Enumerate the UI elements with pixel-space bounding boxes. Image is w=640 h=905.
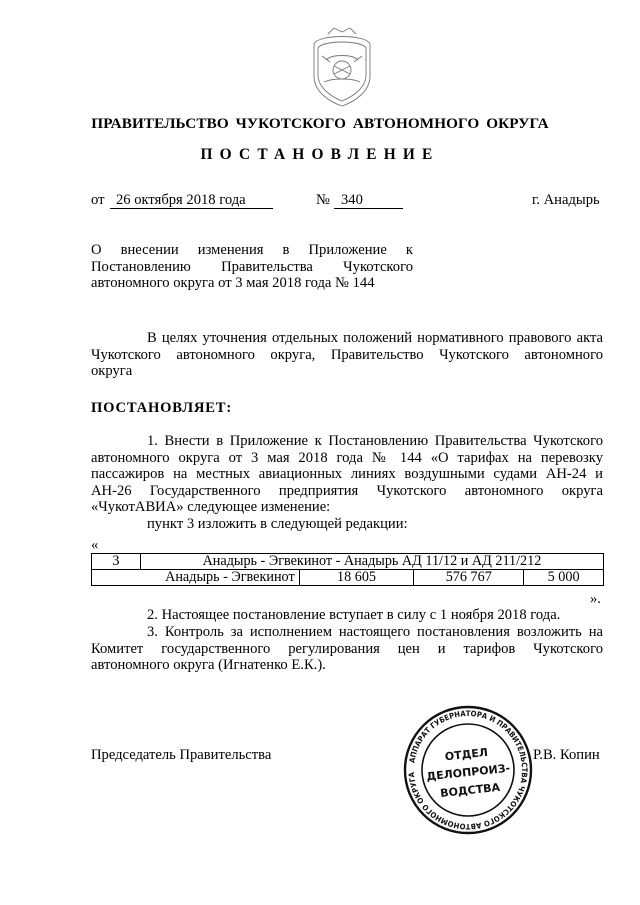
date-prefix: от	[91, 192, 105, 208]
table-row	[92, 554, 604, 570]
item-3-line: Комитет государственного регулирования цен и тарифов Чукотского	[91, 640, 603, 657]
item-1-line: автономного округа от 3 мая 2018 года № 144 «О тарифах на перевозку	[91, 449, 603, 466]
preamble-line: Чукотского автономного округа, Правительство Чукотского автономного	[91, 346, 603, 363]
number-prefix: №	[316, 192, 330, 208]
number-field	[334, 193, 403, 209]
signature-name: Р.В. Копин	[533, 747, 600, 763]
item-1-line: «ЧукотАВИА» следующее изменение:	[91, 499, 331, 516]
date-value: 26 октября 2018 года	[116, 192, 246, 208]
preamble-line: В целях уточнения отдельных положений нормативного правового акта	[147, 330, 603, 346]
quote-open: «	[91, 537, 99, 553]
coat-of-arms-icon	[304, 26, 380, 110]
table-cell-route-header: Анадырь - Эгвекинот - Анадырь АД 11/12 и АД 211/212	[140, 554, 603, 570]
stamp-line-1: ОТДЕЛ	[444, 745, 489, 764]
stamp-ring-text: АППАРАТ ГУБЕРНАТОРА И ПРАВИТЕЛЬСТВА ЧУКОТСКОГО АВТОНОМНОГО ОКРУГА	[406, 708, 530, 832]
item-1	[91, 433, 603, 533]
stamp-line-3: ВОДСТВА	[439, 780, 501, 800]
tariff-table	[91, 553, 604, 586]
date-field	[110, 193, 273, 209]
official-stamp	[402, 704, 534, 836]
item-1-line: АН-26 Государственного предприятия Чукотского автономного округа	[91, 482, 603, 499]
item-3-line: автономного округа (Игнатенко Е.К.).	[91, 657, 326, 674]
table-cell-route: Анадырь - Эгвекинот	[92, 570, 300, 586]
subject-line: автономного округа от 3 мая 2018 года № 144	[91, 275, 375, 292]
item-1-line: 1. Внести в Приложение к Постановлению Правительства Чукотского	[147, 433, 603, 449]
signature-position: Председатель Правительства	[91, 747, 272, 763]
quote-close: ».	[590, 591, 601, 607]
government-title: ПРАВИТЕЛЬСТВО ЧУКОТСКОГО АВТОНОМНОГО ОКРУГА	[91, 115, 549, 132]
place: г. Анадырь	[532, 192, 600, 208]
item-3-line: 3. Контроль за исполнением настоящего постановления возложить на	[147, 624, 603, 640]
table-cell-number: 3	[92, 554, 141, 570]
item-1-subline: пункт 3 изложить в следующей редакции:	[147, 515, 408, 532]
table-row	[92, 570, 604, 586]
number-value: 340	[341, 192, 363, 208]
stamp-line-2: ДЕЛОПРОИЗ-	[425, 761, 511, 784]
decree-word: ПОСТАНОВЛЯЕТ:	[91, 400, 232, 416]
preamble-line: округа	[91, 363, 133, 380]
preamble-block	[91, 330, 603, 380]
subject-block	[91, 242, 413, 292]
item-2: 2. Настоящее постановление вступает в силу с 1 ноября 2018 года.	[147, 607, 561, 623]
table-cell-value: 576 767	[414, 570, 524, 586]
item-3	[91, 624, 603, 674]
table-cell-value: 18 605	[299, 570, 414, 586]
document-type-title: ПОСТАНОВЛЕНИЕ	[200, 146, 440, 163]
table-cell-value: 5 000	[524, 570, 604, 586]
item-1-line: пассажиров на местных авиационных линиях воздушными судами АН-24 и	[91, 466, 603, 483]
subject-line: О внесении изменения в Приложение к	[91, 242, 413, 258]
subject-line: Постановлению Правительства Чукотского	[91, 258, 413, 275]
